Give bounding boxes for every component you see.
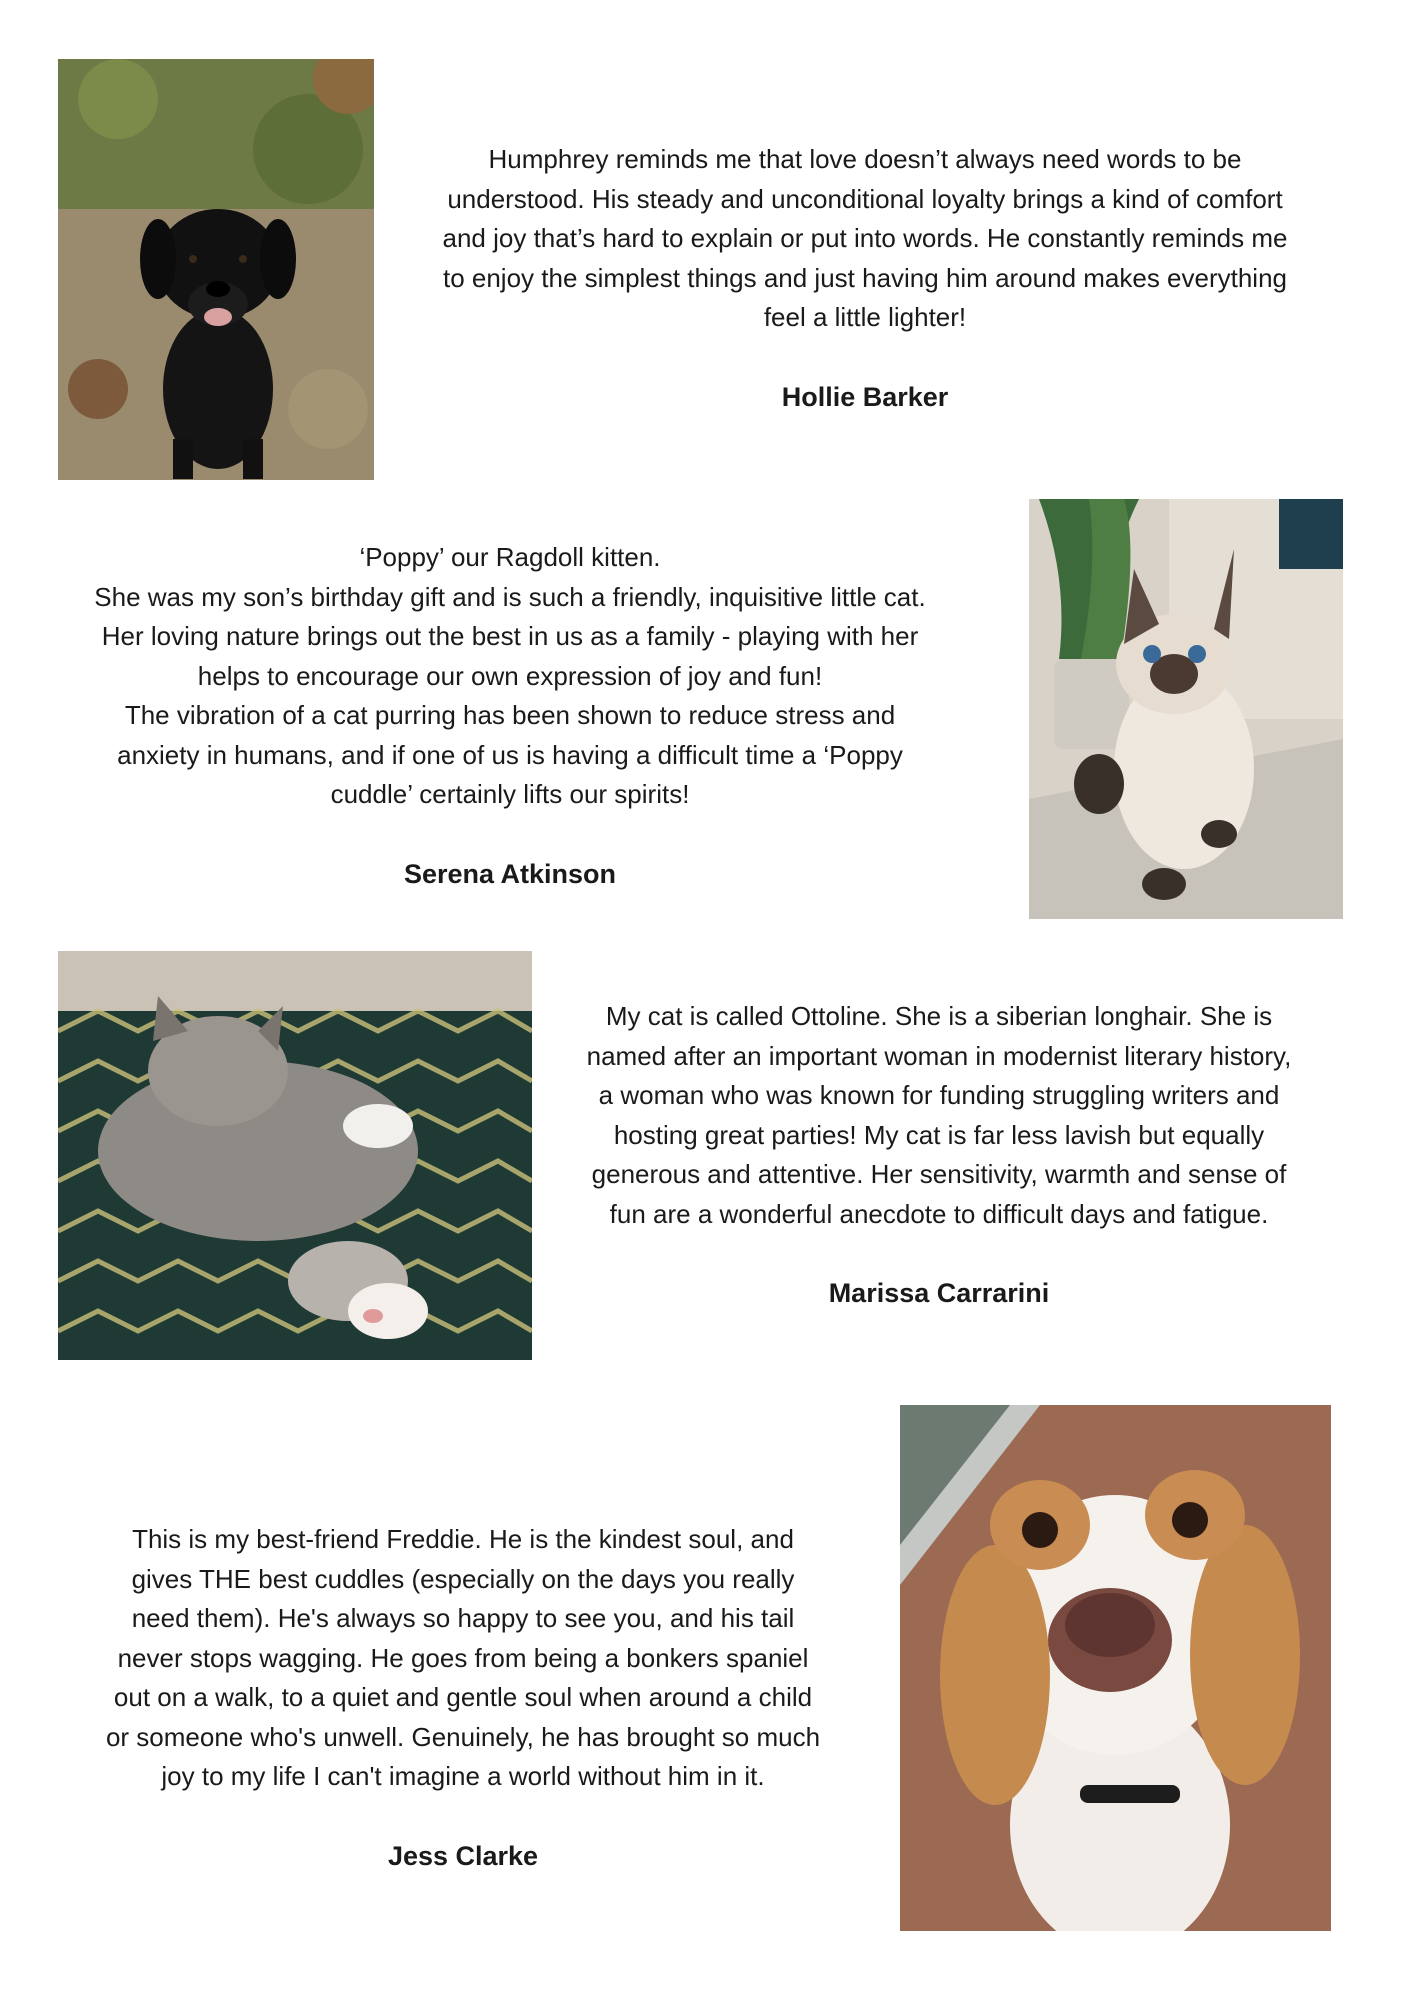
testimonial-line: Her loving nature brings out the best in us as a family - playing with her — [101, 621, 919, 651]
testimonial-line: gives THE best cuddles (especially on the days you really — [131, 1563, 795, 1594]
spaniel-photo — [900, 1405, 1331, 1931]
sleeping-tabby-cat-photo — [58, 951, 532, 1360]
testimonial-line: helps to encourage our own expression of joy and fun! — [197, 660, 823, 691]
testimonial-line: cuddle’ certainly lifts our spirits! — [330, 779, 690, 809]
testimonial-line: or someone who's unwell. Genuinely, he has brought so much — [105, 1721, 821, 1752]
testimonial-line: hosting great parties! My cat is far less lavish but equally — [613, 1119, 1265, 1150]
testimonial-hollie — [398, 140, 1332, 417]
testimonial-line: out on a walk, to a quiet and gentle soul when around a child — [113, 1682, 813, 1712]
testimonial-line: This is my best-friend Freddie. He is the kindest soul, and — [132, 1524, 794, 1554]
testimonial-line: My cat is called Ottoline. She is a siberian longhair. She is — [605, 1001, 1273, 1031]
testimonial-jess — [68, 1520, 858, 1876]
author-name: Serena Atkinson — [403, 858, 617, 889]
testimonial-line: joy to my life I can't imagine a world without him in it. — [161, 1761, 765, 1791]
testimonial-serena — [50, 538, 970, 894]
testimonial-line: Humphrey reminds me that love doesn’t always need words to be — [488, 144, 1242, 174]
author-name: Marissa Carrarini — [828, 1278, 1050, 1308]
testimonial-line: generous and attentive. Her sensitivity, warmth and sense of — [591, 1159, 1287, 1189]
testimonial-line: feel a little lighter! — [763, 302, 967, 332]
testimonial-marissa — [548, 997, 1330, 1314]
testimonial-line: anxiety in humans, and if one of us is having a difficult time a ‘Poppy — [117, 739, 903, 770]
testimonial-line: a woman who was known for funding struggling writers and — [598, 1080, 1280, 1110]
testimonial-line: understood. His steady and unconditional loyalty brings a kind of comfort — [447, 183, 1283, 214]
ragdoll-kitten-photo — [1029, 499, 1343, 919]
testimonial-line: ‘Poppy’ our Ragdoll kitten. — [359, 542, 661, 572]
testimonial-line: The vibration of a cat purring has been shown to reduce stress and — [124, 700, 896, 730]
testimonial-line: She was my son’s birthday gift and is such a friendly, inquisitive little cat. — [94, 581, 926, 612]
testimonial-line: fun are a wonderful anecdote to difficult days and fatigue. — [609, 1198, 1269, 1229]
black-labrador-photo — [58, 59, 374, 480]
author-name: Hollie Barker — [781, 381, 949, 412]
author-name: Jess Clarke — [387, 1840, 539, 1871]
testimonial-line: named after an important woman in modernist literary history, — [586, 1040, 1292, 1071]
testimonial-line: and joy that’s hard to explain or put into words. He constantly reminds me — [442, 223, 1288, 253]
testimonial-line: never stops wagging. He goes from being a bonkers spaniel — [117, 1642, 809, 1673]
testimonial-line: need them). He's always so happy to see you, and his tail — [131, 1603, 795, 1633]
testimonial-line: to enjoy the simplest things and just having him around makes everything — [442, 262, 1288, 293]
